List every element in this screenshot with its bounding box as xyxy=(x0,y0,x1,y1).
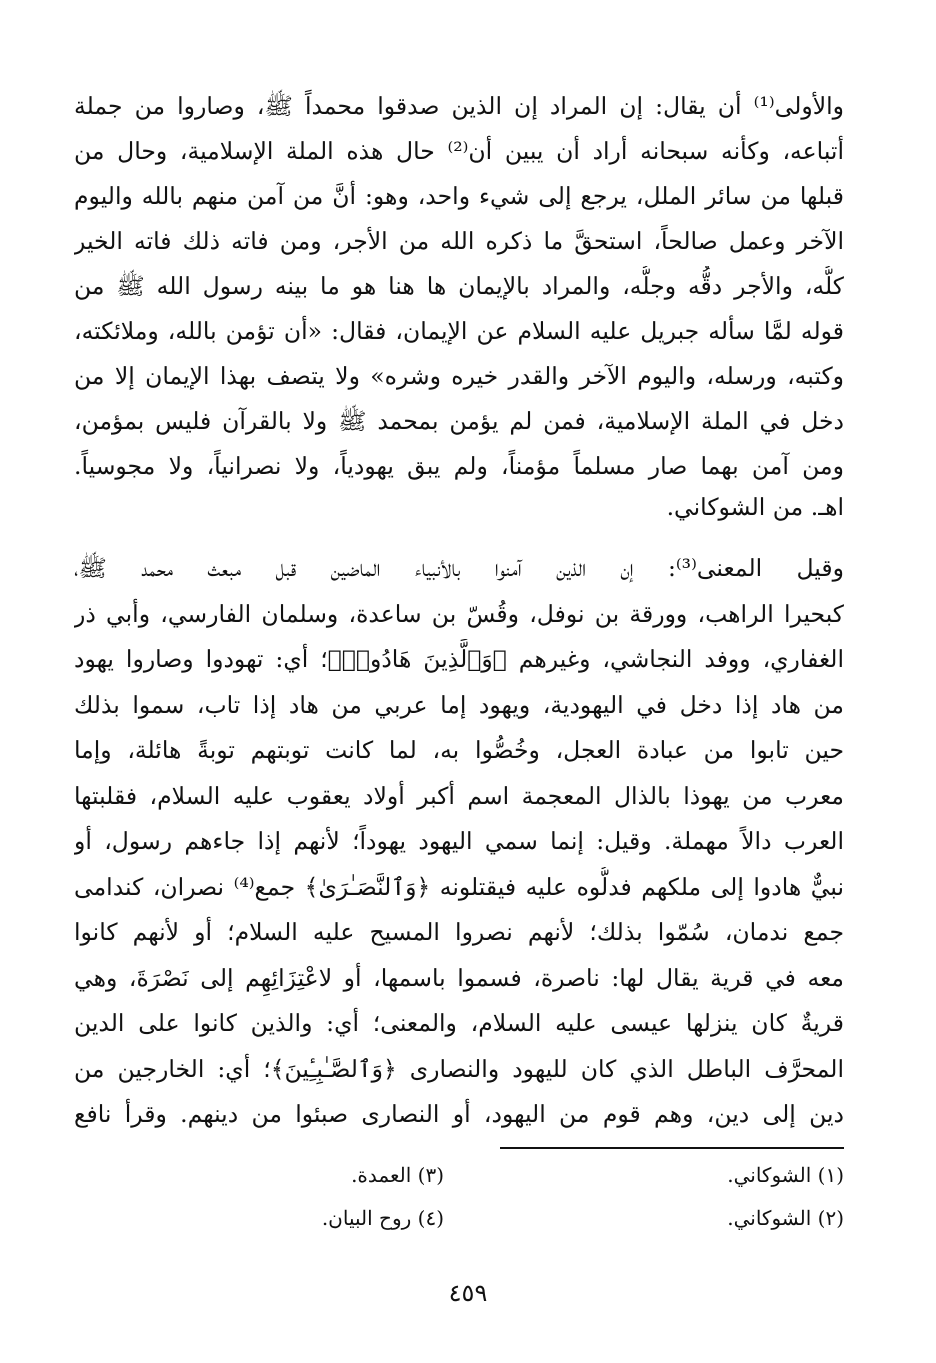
text-line-11: وقيل المعنى⁽³⁾: إن الذين آمنوا بالأنبياء الماضين قبل مبعث محمد ﷺ، xyxy=(74,554,844,582)
text-line-20: معه في قرية يقال لها: ناصرة، فسموا باسمها، أو لاعْتِزَائِهِم إلى نَصْرَةَ، وهي xyxy=(74,964,844,992)
footnote-separator xyxy=(500,1147,844,1149)
footnote-3: (٣) العمدة. xyxy=(351,1163,444,1187)
text-line-15: حين تابوا من عبادة العجل، وخُصُّوا به، لما كانت توبتهم توبةً هائلة، وإما xyxy=(74,736,844,764)
text-line-23: دين إلى دين، وهم قوم من اليهود، أو النصارى صبئوا من دينهم. وقرأ نافع xyxy=(74,1100,844,1128)
text-line-9: ومن آمن بهما صار مسلماً مؤمناً، ولم يبق يهودياً، ولا نصرانياً، ولا مجوسياً. xyxy=(74,452,844,480)
text-line-7: وكتبه، ورسله، واليوم الآخر والقدر خيره وشره» ولا يتصف بهذا الإيمان إلا من xyxy=(74,362,844,390)
text-line-16: معرب من يهوذا بالذال المعجمة اسم أكبر أولاد يعقوب عليه السلام، فقلبتها xyxy=(74,782,844,810)
text-line-6: قوله لمَّا سأله جبريل عليه السلام عن الإيمان، فقال: «أن تؤمن بالله، وملائكته، xyxy=(74,317,844,345)
text-line-19: جمع ندمان، سُمّوا بذلك؛ لأنهم نصروا المسيح عليه السلام؛ أو لأنهم كانوا xyxy=(74,918,844,946)
text-line-8: دخل في الملة الإسلامية، فمن لم يؤمن بمحمد ﷺ ولا بالقرآن فليس بمؤمن، xyxy=(74,407,844,435)
text-line-2: أتباعه، وكأنه سبحانه أراد أن يبين أن⁽²⁾ حال هذه الملة الإسلامية، وحال من xyxy=(74,137,844,165)
text-line-13: الغفاري، ووفد النجاشي، وغيرهم ﴿وَٱلَّذِينَ هَادُوا۟﴾؛ أي: تهودوا وصاروا يهود xyxy=(74,645,844,673)
text-line-17: العرب دالاً مهملة. وقيل: إنما سمي اليهود يهوداً؛ لأنهم إذا جاءهم رسول، أو xyxy=(74,827,844,855)
footnote-4: (٤) روح البيان. xyxy=(321,1206,444,1230)
text-line-5: كلُّه، والأجر دقُّه وجلُّه، والمراد بالإيمان ها هنا هو ما بينه رسول الله ﷺ من xyxy=(74,272,844,300)
text-line-21: قريةٌ كان ينزلها عيسى عليه السلام، والمعنى؛ أي: والذين كانوا على الدين xyxy=(74,1009,844,1037)
text-line-22: المحرَّف الباطل الذي كان لليهود والنصارى ﴿وَٱلصَّـٰبِـِٔينَ﴾؛ أي: الخارجين من xyxy=(74,1055,844,1083)
page-number: ٤٥٩ xyxy=(448,1279,488,1307)
text-line-14: من هاد إذا دخل في اليهودية، ويهود إما عربي من هاد إذا تاب، سموا بذلك xyxy=(74,691,844,719)
text-line-1: والأولى⁽¹⁾ أن يقال: إن المراد إن الذين صدقوا محمداً ﷺ، وصاروا من جملة xyxy=(74,92,844,120)
footnote-1: (١) الشوكاني. xyxy=(727,1163,844,1187)
text-line-18: نبيٌّ هادوا إلى ملكهم فدلُّوه عليه فيقتلونه ﴿وَٱلنَّصَـٰرَىٰ﴾ جمع⁽⁴⁾ نصران، كندامى xyxy=(74,873,844,901)
text-line-12: كبحيرا الراهب، وورقة بن نوفل، وقُسّ بن ساعدة، وسلمان الفارسي، وأبي ذر xyxy=(74,600,844,628)
text-line-10: اهـ. من الشوكاني. xyxy=(666,493,844,521)
text-line-4: الآخر وعمل صالحاً، استحقَّ ما ذكره الله من الأجر، ومن فاته ذلك فاته الخير xyxy=(74,227,844,255)
text-line-3: قبلها من سائر الملل، يرجع إلى شيء واحد، وهو: أنَّ من آمن منهم بالله واليوم xyxy=(74,182,844,210)
footnote-2: (٢) الشوكاني. xyxy=(727,1206,844,1230)
